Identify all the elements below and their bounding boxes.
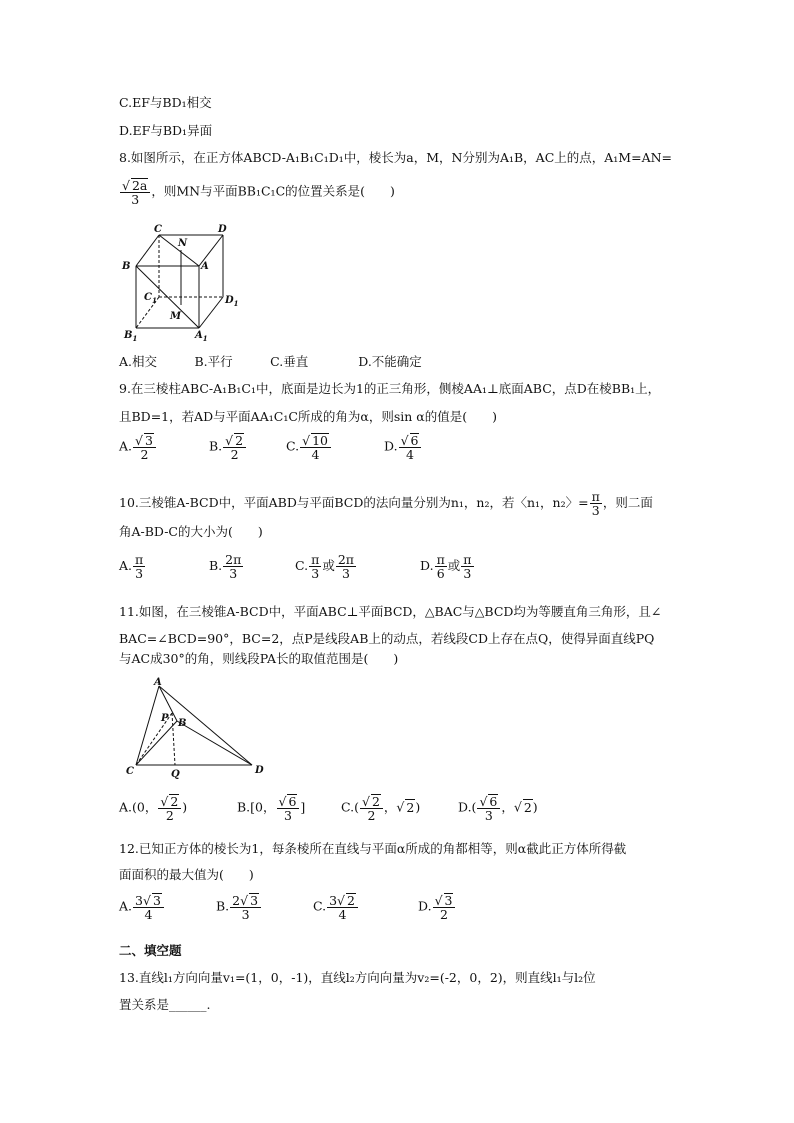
q9-option-d: D. $\frac{√ 6}{4}$ (384, 433, 422, 461)
q8-stem-line1: 8.如图所示，在正方体ABCD-A₁B₁C₁D₁中，棱长为a，M，N分别为A₁B，AC上的点，A₁M=AN= (119, 150, 673, 165)
q10-stem-line2: 角A-BD-C的大小为( ) (119, 524, 263, 539)
q10-option-d: D. $\frac{\pi}{6}$ 或 $\frac{\pi}{3}$ (420, 552, 472, 581)
cube-label-b: B (122, 261, 131, 272)
q8-options: A.相交 B.平行 C.垂直 D.不能确定 (119, 354, 422, 369)
cube-label-b1: $B_1$ (124, 330, 138, 343)
q10-stem-line1: 10.三棱锥A-BCD中，平面ABD与平面BCD的法向量分别为n₁，n₂，若〈n₁，n₂〉= $\frac{\pi}{3}$ ，则二面 (119, 489, 653, 518)
q12-stem-line1: 12.已知正方体的棱长为1，每条棱所在直线与平面α所成的角都相等，则α截此正方体所得截 (119, 841, 627, 856)
pyramid-label-q: Q (171, 769, 180, 780)
q12-option-c: C. $\frac{3√ 2}{4}$ (313, 893, 359, 921)
cube-label-c1: $C_1$ (144, 292, 157, 305)
q10-option-c: C. $\frac{\pi}{3}$ 或 $\frac{2\pi}{3}$ (295, 552, 354, 581)
pyramid-label-b: B (178, 718, 187, 729)
q9-option-c: C. $\frac{√ 10}{4}$ (286, 433, 332, 461)
q9-option-b: B. $\frac{√ 2}{2}$ (209, 433, 247, 461)
cube-figure (119, 222, 244, 344)
pyramid-label-d: D (255, 765, 264, 776)
q9-stem-line2: 且BD=1，若AD与平面AA₁C₁C所成的角为α，则sin α的值是( ) (119, 409, 497, 424)
q12-option-d: D. $\frac{√ 3}{2}$ (418, 893, 456, 921)
q11-stem-line3: 与AC成30°的角，则线段PA长的取值范围是( ) (119, 651, 399, 666)
q12-stem-line2: 面面积的最大值为( ) (119, 867, 254, 882)
section-heading-fill-in: 二、填空题 (119, 943, 182, 958)
q12-option-b: B. $\frac{2√ 3}{3}$ (216, 893, 262, 921)
pyramid-label-a: A (154, 677, 162, 688)
q7-option-c: C.EF与BD₁相交 (119, 95, 212, 110)
q11-option-c: C.( $\frac{√ 2}{2}$ ，√ 2) (341, 794, 421, 823)
cube-label-n: N (178, 238, 188, 249)
q12-option-a: A. $\frac{3√ 3}{4}$ (119, 893, 165, 921)
q11-option-d: D.( $\frac{√ 6}{3}$ ，√ 2) (458, 794, 538, 823)
cube-label-m: M (170, 311, 182, 322)
cube-label-d: D (218, 224, 227, 235)
q13-stem-line2: 置关系是______. (119, 997, 211, 1012)
q8-stem-line2: $\frac{√ 2a}{3}$ ，则MN与平面BB₁C₁C的位置关系是( ) (122, 178, 395, 207)
pyramid-figure (119, 676, 269, 782)
q11-option-b: B.[0， $\frac{√ 6}{3}$ ] (237, 794, 306, 823)
q11-stem-line1: 11.如图，在三棱锥A-BCD中，平面ABC⊥平面BCD，△BAC与△BCD均为等腰直角三角形，且∠ (119, 604, 662, 619)
q13-stem-line1: 13.直线l₁方向向量v₁=(1，0，-1)，直线l₂方向向量为v₂=(-2，0，2)，则直线l₁与l₂位 (119, 970, 596, 985)
q9-stem-line1: 9.在三棱柱ABC-A₁B₁C₁中，底面是边长为1的正三角形，侧棱AA₁⊥底面ABC，点D在棱BB₁上， (119, 381, 661, 396)
cube-label-c: C (154, 224, 162, 235)
pyramid-label-c: C (126, 766, 134, 777)
q7-option-d: D.EF与BD₁异面 (119, 123, 213, 138)
cube-label-a: A (201, 261, 209, 272)
q10-option-b: B. $\frac{2\pi}{3}$ (209, 552, 242, 581)
q11-option-a: A.(0， $\frac{√ 2}{2}$ ) (119, 794, 188, 823)
q10-option-a: A. $\frac{\pi}{3}$ (119, 552, 144, 581)
pyramid-label-p: P (161, 713, 169, 724)
cube-label-d1: $D_1$ (225, 295, 239, 308)
q9-option-a: A. $\frac{√ 3}{2}$ (119, 433, 157, 461)
q11-stem-line2: BAC=∠BCD=90°，BC=2，点P是线段AB上的动点，若线段CD上存在点Q，使得异面直线PQ (119, 631, 655, 646)
q8-fraction: $\frac{√ 2a}{3}$ (120, 178, 150, 206)
cube-label-a1: $A_1$ (195, 330, 208, 343)
